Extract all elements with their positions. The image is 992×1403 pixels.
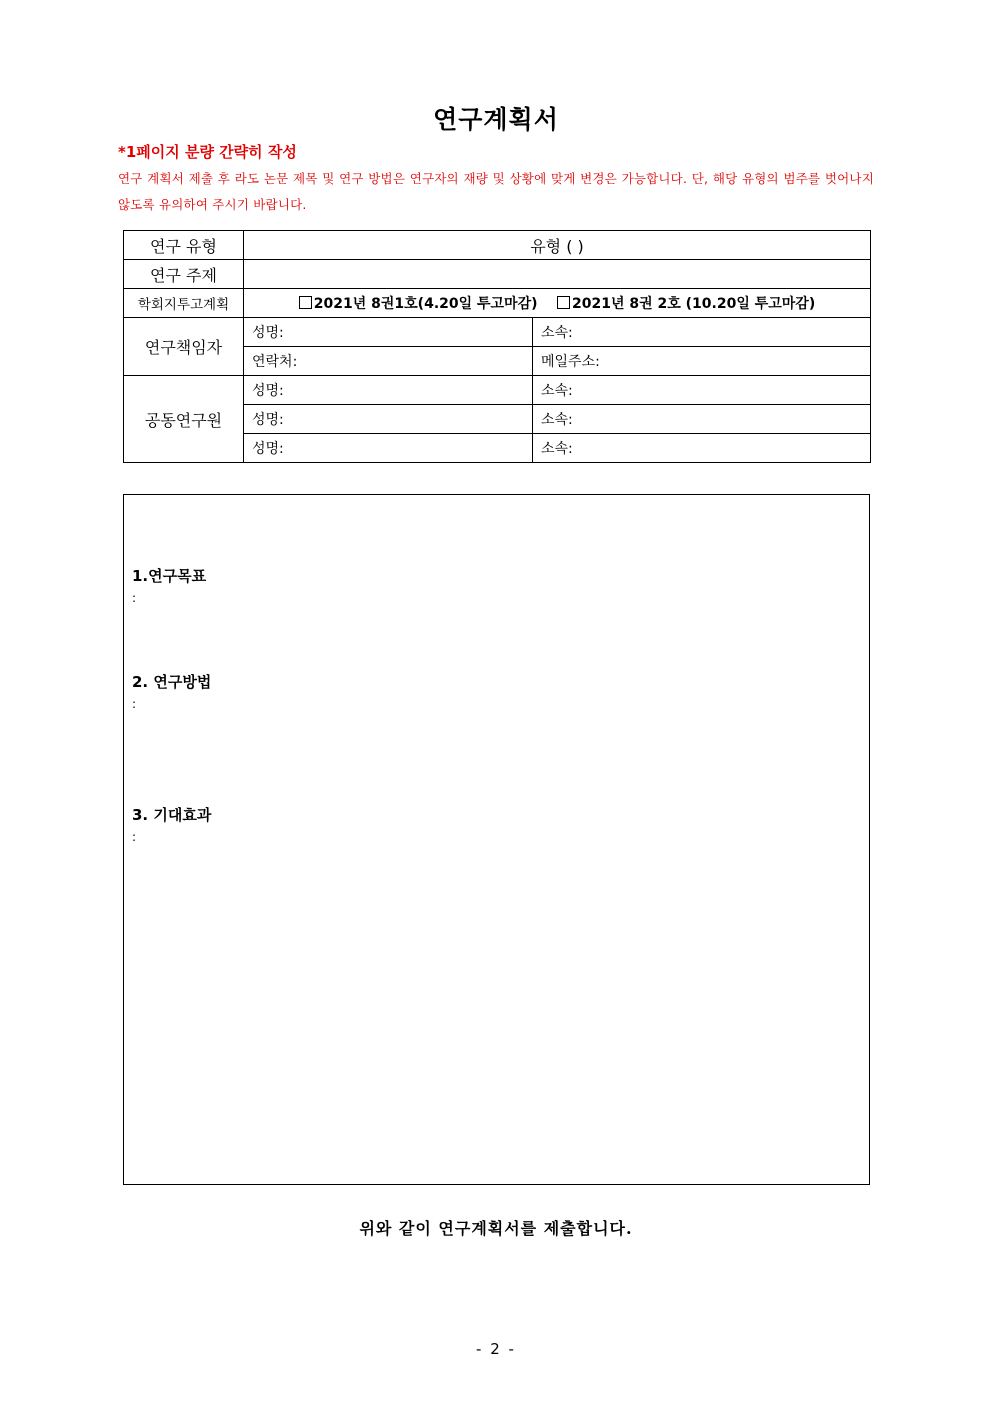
- pi-email-field[interactable]: 메일주소:: [533, 347, 871, 376]
- plan-option-issue2: 2021년 8권 2호 (10.20일 투고마감): [572, 296, 816, 312]
- research-type-label: 연구 유형: [124, 231, 244, 260]
- checkbox-issue2[interactable]: [557, 296, 570, 309]
- plan-option-issue1: 2021년 8권1호(4.20일 투고마감): [313, 296, 538, 312]
- research-type-row: [124, 231, 871, 260]
- co-researcher-1-name-field[interactable]: 성명:: [244, 376, 533, 405]
- page-title: 연구계획서: [433, 105, 559, 134]
- pi-label: 연구책임자: [124, 318, 244, 376]
- co-researcher-label: 공동연구원: [124, 376, 244, 463]
- pi-contact-field[interactable]: 연락처:: [244, 347, 533, 376]
- pi-row-1: [124, 318, 871, 347]
- research-info-table: [123, 230, 871, 463]
- pi-affiliation-field[interactable]: 소속:: [533, 318, 871, 347]
- co-researcher-row-1: [124, 376, 871, 405]
- note-text: 연구 계획서 제출 후 라도 논문 제목 및 연구 방법은 연구자의 재량 및 상황에 맞게 변경은 가능합니다. 단, 해당 유형의 범주를 벗어나지 않도록 유의하여 주시기 바랍니다.: [118, 171, 874, 212]
- pi-name-field[interactable]: 성명:: [244, 318, 533, 347]
- submission-plan-row: [124, 289, 871, 318]
- section-method-field[interactable]: :: [132, 697, 137, 711]
- co-researcher-3-name-field[interactable]: 성명:: [244, 434, 533, 463]
- note-heading: *1페이지 분량 간략히 작성: [118, 143, 297, 161]
- section-objective-heading: 1.연구목표: [132, 567, 207, 585]
- research-topic-label: 연구 주제: [124, 260, 244, 289]
- page-number: - 2 -: [476, 1340, 516, 1358]
- co-researcher-3-affiliation-field[interactable]: 소속:: [533, 434, 871, 463]
- section-method-heading: 2. 연구방법: [132, 673, 212, 691]
- section-objective-field[interactable]: :: [132, 591, 137, 605]
- submission-plan-label: 학회지투고계획: [124, 289, 244, 318]
- closing-statement: 위와 같이 연구계획서를 제출합니다.: [359, 1219, 633, 1238]
- section-effect-field[interactable]: :: [132, 830, 137, 844]
- co-researcher-2-affiliation-field[interactable]: 소속:: [533, 405, 871, 434]
- research-topic-row: [124, 260, 871, 289]
- research-plan-box: [123, 494, 870, 1185]
- research-topic-field[interactable]: [244, 260, 871, 289]
- submission-plan-options: [244, 289, 871, 318]
- co-researcher-1-affiliation-field[interactable]: 소속:: [533, 376, 871, 405]
- section-effect-heading: 3. 기대효과: [132, 806, 212, 824]
- checkbox-issue1[interactable]: [299, 296, 312, 309]
- co-researcher-2-name-field[interactable]: 성명:: [244, 405, 533, 434]
- research-type-field[interactable]: 유형 ( ): [244, 231, 871, 260]
